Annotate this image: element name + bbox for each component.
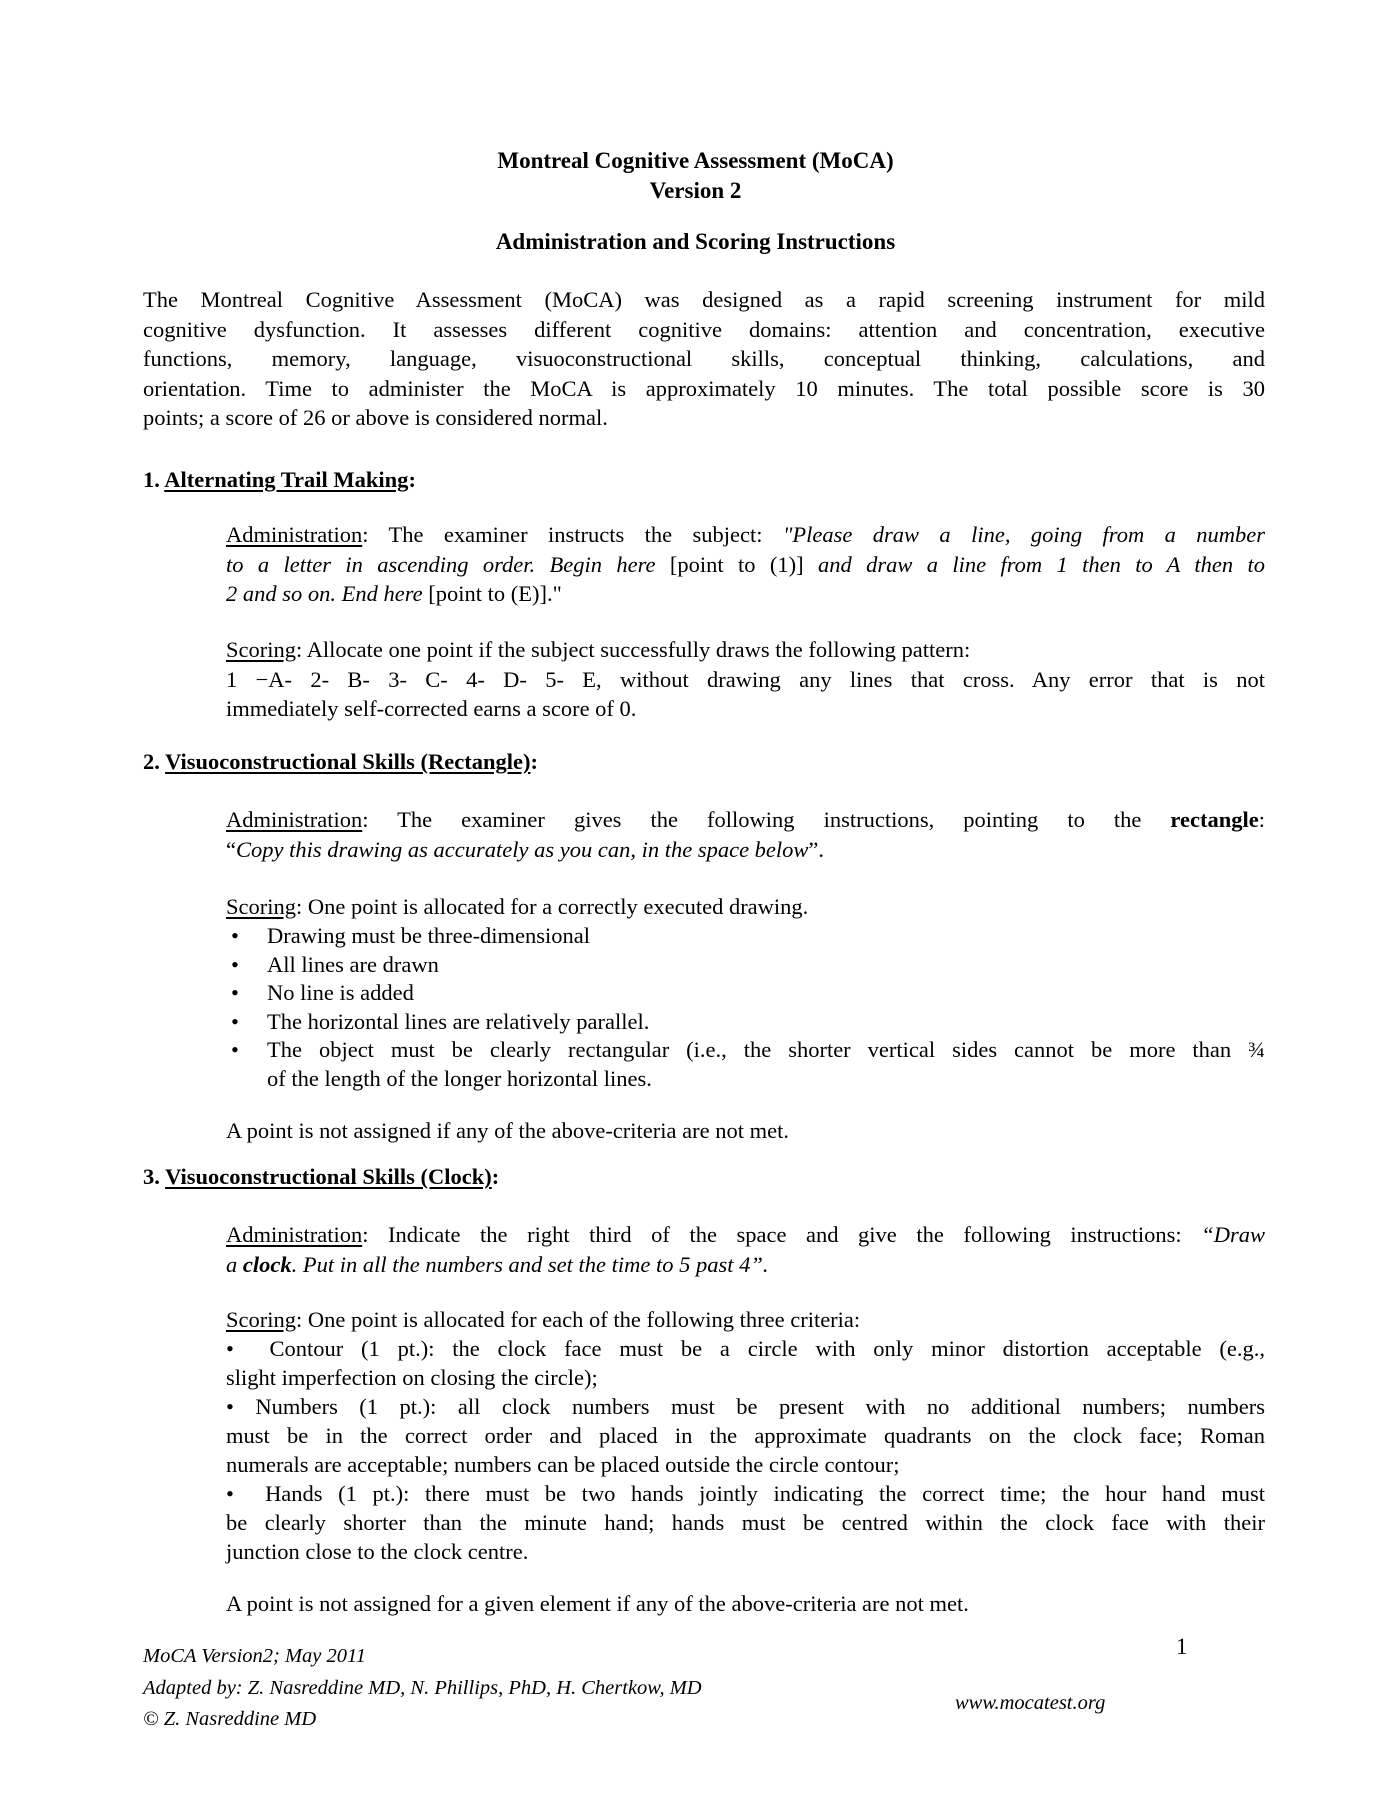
text-line <box>267 1065 1265 1094</box>
text-run: Administration <box>226 807 363 832</box>
text-run: Drawing must be three-dimensional <box>267 923 591 948</box>
text-run: : Indicate the right third of the space and give the following instructions: <box>362 1222 1202 1247</box>
text-line <box>143 285 1265 315</box>
text-line <box>226 665 1265 695</box>
text-run: [point to (1)] <box>669 551 818 577</box>
text-line <box>143 747 1265 777</box>
text-line <box>226 1250 1265 1280</box>
text-run: 3. <box>143 1164 166 1189</box>
text-run: Visuoconstructional Skills (Rectangle) <box>165 749 531 774</box>
text-line <box>143 465 1265 495</box>
text-run: Alternating Trail Making <box>164 467 409 492</box>
document-subtitle: Administration and Scoring Instructions <box>495 229 896 254</box>
section-1-scoring <box>226 635 1265 724</box>
bullet-item <box>226 1036 1265 1093</box>
text-run: The Montreal Cognitive Assessment (MoCA) was designed as a rapid screening instrument for mild <box>143 287 1265 312</box>
section-3-note: A point is not assigned for a given element if any of the above-criteria are not met. <box>226 1591 969 1616</box>
section-2-note: A point is not assigned if any of the above-criteria are not met. <box>226 1118 789 1143</box>
text-line <box>226 1421 1265 1450</box>
section-2-scoring <box>226 892 1265 922</box>
text-line <box>226 1305 1265 1334</box>
text-line <box>267 1036 1265 1065</box>
section-3-scoring <box>226 1305 1265 1566</box>
text-line <box>143 374 1265 404</box>
text-run: : The examiner instructs the subject: <box>362 522 783 547</box>
text-run: orientation. Time to administer the MoCA is approximately 10 minutes. The total possible score is 30 <box>143 375 1265 401</box>
text-run: slight imperfection on closing the circle); <box>226 1365 598 1390</box>
text-run: to a letter in ascending order. Begin here <box>226 551 670 577</box>
text-run: No line is added <box>267 980 414 1005</box>
text-run: : <box>530 749 539 774</box>
footer-adapted-line: Adapted by: Z. Nasreddine MD, N. Phillips, PhD, H. Chertkow, MD <box>143 1676 702 1699</box>
document-title: Montreal Cognitive Assessment (MoCA) <box>497 148 894 173</box>
text-run: ”. <box>808 836 825 862</box>
intro-paragraph <box>143 285 1265 433</box>
text-line <box>226 1537 1265 1566</box>
text-line <box>143 1162 1265 1192</box>
text-run: : <box>408 467 416 492</box>
rectangle-criteria-list <box>226 922 1265 1093</box>
text-line <box>226 579 1265 609</box>
text-run: “Draw <box>1201 1222 1265 1247</box>
text-line <box>226 694 1265 724</box>
text-run: junction close to the clock centre. <box>226 1539 529 1564</box>
text-line <box>226 635 1265 665</box>
text-line <box>226 892 1265 922</box>
text-run: : <box>491 1164 500 1189</box>
criterion-contour <box>226 1334 1265 1392</box>
text-run: Administration <box>226 522 363 547</box>
text-line <box>226 1334 1265 1363</box>
text-line <box>226 1392 1265 1421</box>
bullet-item <box>226 979 1265 1008</box>
website-link[interactable]: www.mocatest.org <box>955 1692 1106 1714</box>
text-run: 1 −A- 2- B- 3- C- 4- D- 5- E, without drawing any lines that cross. Any error that is not <box>226 666 1265 692</box>
text-run: : One point is allocated for a correctly executed drawing. <box>296 894 809 919</box>
text-run: • Numbers (1 pt.): all clock numbers must be present with no additional numbers; numbers <box>226 1394 1265 1419</box>
text-run: All lines are drawn <box>267 951 439 977</box>
text-run: 1. <box>143 467 165 492</box>
text-run: clock <box>242 1251 292 1277</box>
text-line <box>226 835 1265 865</box>
text-run: 2 and so on. End here <box>226 581 429 606</box>
text-run: numerals are acceptable; numbers can be placed outside the circle contour; <box>226 1452 900 1477</box>
text-line <box>226 805 1265 835</box>
text-run: • Contour (1 pt.): the clock face must be a circle with only minor distortion acceptable (e.g., <box>226 1336 1265 1361</box>
section-3-administration <box>226 1220 1265 1279</box>
text-run: : One point is allocated for each of the following three criteria: <box>296 1307 861 1332</box>
section-3-heading <box>143 1162 1265 1192</box>
text-run: Copy this drawing as accurately as you can, in the space below <box>236 836 809 862</box>
text-run: Scoring <box>226 1307 296 1332</box>
text-line <box>226 550 1265 580</box>
text-run: must be in the correct order and placed in the approximate quadrants on the clock face; Roman <box>226 1423 1265 1448</box>
text-run: immediately self-corrected earns a score of 0. <box>226 696 637 721</box>
text-run: [point to (E)]." <box>428 581 562 606</box>
section-2-administration <box>226 805 1265 864</box>
section-1-administration <box>226 520 1265 609</box>
page-number: 1 <box>1176 1634 1188 1659</box>
bullet-item <box>226 951 1265 980</box>
text-line <box>226 1363 1265 1392</box>
text-run: "Please draw a line, going from a number <box>782 522 1265 547</box>
text-run: points; a score of 26 or above is considered normal. <box>143 405 608 430</box>
text-line <box>143 344 1265 374</box>
text-line <box>267 951 1265 980</box>
text-run: cognitive dysfunction. It assesses different cognitive domains: attention and concentration, executive <box>143 316 1265 342</box>
text-run: a <box>226 1251 243 1277</box>
document-version: Version 2 <box>649 178 742 203</box>
section-1-heading <box>143 465 1265 495</box>
bullet-item <box>226 922 1265 951</box>
text-run: : <box>1258 807 1265 832</box>
footer-copyright-line: © Z. Nasreddine MD <box>143 1708 317 1730</box>
text-run: 2. <box>143 749 166 774</box>
footer-version-line: MoCA Version2; May 2011 <box>143 1645 367 1667</box>
text-run: Scoring <box>226 894 296 919</box>
text-run: and draw a line from 1 then to A then to <box>817 551 1265 577</box>
section-2-heading <box>143 747 1265 777</box>
criterion-numbers <box>226 1392 1265 1479</box>
bullet-item <box>226 1008 1265 1037</box>
text-line <box>226 1479 1265 1508</box>
text-run: : Allocate one point if the subject successfully draws the following pattern: <box>296 637 971 662</box>
text-run: Scoring <box>226 637 296 662</box>
text-run: The horizontal lines are relatively parallel. <box>267 1008 650 1034</box>
text-line <box>267 1008 1265 1037</box>
text-run: The object must be clearly rectangular (i.e., the shorter vertical sides cannot be more than ¾ <box>267 1037 1265 1062</box>
text-line <box>143 403 1265 433</box>
scoring-line <box>226 1305 1265 1334</box>
text-run: rectangle <box>1170 807 1259 832</box>
text-line <box>226 1220 1265 1250</box>
text-line <box>267 922 1265 951</box>
text-run: functions, memory, language, visuoconstructional skills, conceptual thinking, calculations, and <box>143 346 1265 371</box>
text-line <box>226 1450 1265 1479</box>
text-line <box>226 1508 1265 1537</box>
text-run: “ <box>226 836 236 862</box>
text-run: . Put in all the numbers and set the time to 5 past 4”. <box>291 1251 769 1277</box>
criterion-hands <box>226 1479 1265 1566</box>
text-run: : The examiner gives the following instructions, pointing to the <box>362 807 1171 832</box>
text-line <box>143 315 1265 345</box>
text-line <box>226 520 1265 550</box>
text-run: of the length of the longer horizontal lines. <box>267 1065 652 1091</box>
text-run: be clearly shorter than the minute hand; hands must be centred within the clock face with their <box>226 1510 1265 1535</box>
text-run: Visuoconstructional Skills (Clock) <box>165 1164 492 1189</box>
text-line <box>267 979 1265 1008</box>
text-run: Administration <box>226 1222 363 1247</box>
text-run: • Hands (1 pt.): there must be two hands jointly indicating the correct time; the hour hand must <box>226 1481 1265 1506</box>
